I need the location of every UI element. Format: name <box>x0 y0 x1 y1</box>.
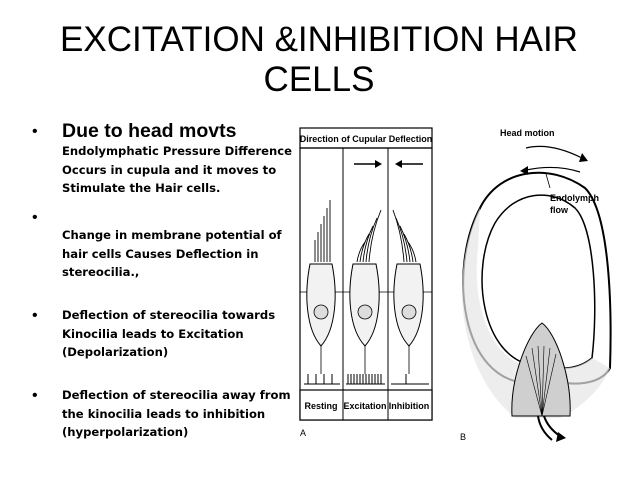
nucleus-icon <box>358 305 372 319</box>
bullet-text: Endolymphatic Pressure Difference Occurs in cupula and it moves to Stimulate the Hair cells. <box>62 144 293 195</box>
bullet-body <box>62 120 302 198</box>
bullet-text: Deflection of stereocilia away from the kinocilia leads to inhibition (hyperpolarization) <box>62 388 291 439</box>
panel-letter-b: B <box>460 432 467 442</box>
bullet-text: Deflection of stereocilia towards Kinocilia leads to Excitation (Depolarization) <box>62 308 276 359</box>
label-inhibition: Inhibition <box>388 401 430 411</box>
bullet-dot: • <box>32 307 38 324</box>
panel-letter-a: A <box>300 428 307 438</box>
spike-train-icon <box>304 374 429 384</box>
hair-cell-resting <box>307 200 335 374</box>
bullet-dot: • <box>32 123 38 140</box>
label-excitation: Excitation <box>343 401 387 411</box>
deflection-arrow-icon <box>395 160 423 168</box>
cupula-icon <box>512 323 570 416</box>
bullet-text: Change in membrane potential of hair cells Causes Deflection in stereocilia., <box>62 228 282 279</box>
nucleus-icon <box>402 305 416 319</box>
nerve-fiber-icon <box>538 416 566 442</box>
hair-cell-excitation <box>350 210 381 374</box>
endolymph-label: Endolymph <box>550 193 599 203</box>
nucleus-icon <box>314 305 328 319</box>
stereocilia-icon <box>393 210 416 262</box>
flow-label: flow <box>550 205 568 215</box>
canal-diagram <box>440 118 620 448</box>
bullet-dot: • <box>32 387 38 404</box>
bullet-dot: • <box>32 209 38 226</box>
stereocilia-icon <box>315 200 330 262</box>
deflection-arrow-icon <box>354 160 382 168</box>
endolymph-flow-arrow-icon <box>520 166 580 188</box>
slide-title: EXCITATION &INHIBITION HAIR CELLS <box>60 20 578 99</box>
head-motion-label: Head motion <box>500 128 555 138</box>
hair-cell-inhibition <box>393 210 423 374</box>
bullet-heading: Due to head movts <box>62 120 237 142</box>
figure-a-heading: Direction of Cupular Deflection <box>299 134 433 144</box>
hair-cell-diagram <box>296 124 436 444</box>
label-resting: Resting <box>304 401 338 411</box>
head-motion-arrow-icon <box>526 146 588 162</box>
stereocilia-icon <box>357 210 381 262</box>
